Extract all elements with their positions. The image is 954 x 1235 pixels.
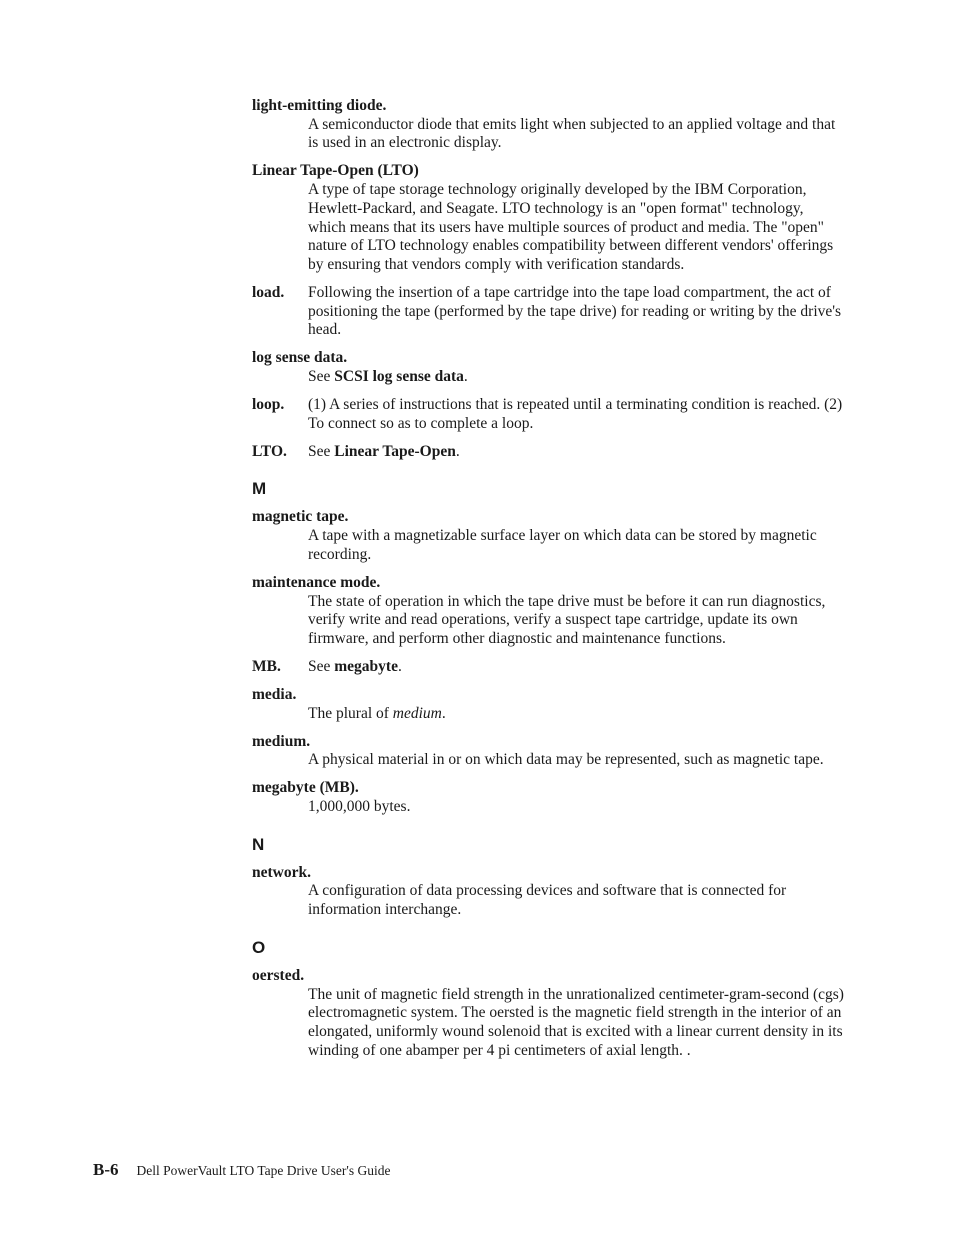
glossary-term: media. [252,685,297,703]
definition-suffix: . [463,368,468,386]
definition-prefix: See [308,368,335,386]
glossary-definition [252,443,844,462]
glossary-term: MB. [252,657,281,675]
document-title: Dell PowerVault LTO Tape Drive User's Guide [136,1163,391,1178]
glossary-entry-maintenance-mode [252,574,844,649]
cross-reference: medium [392,704,442,722]
glossary-definition: A physical material in or on which data may be represented, such as magnetic tape. [308,751,824,769]
glossary-entry-magnetic-tape [252,508,844,564]
section-heading-o: O [252,937,266,957]
cross-reference: Linear Tape-Open [334,442,456,460]
page-footer [93,1160,390,1180]
glossary-term: log sense data. [252,349,348,367]
glossary-term: light-emitting diode. [252,97,387,114]
glossary-term: oersted. [252,966,305,984]
glossary-entry-load [252,284,844,340]
glossary-definition: (1) A series of instructions that is repeated until a terminating condition is reached. (2) To connect so as to complete a loop. [308,396,843,432]
definition-prefix: See [308,657,335,675]
glossary-entry-linear-tape-open [252,162,844,274]
glossary-entry-lto [252,443,844,462]
definition-suffix: . [455,442,460,460]
glossary-entry-media [252,686,844,723]
glossary-definition: A type of tape storage technology originally developed by the IBM Corporation, Hewlett-Packard, and Seagate. LTO technology is an "open format" technology, which means that its users have multiple sources of product and media. The "open" nature of LTO technology enables compatibility between different vendors' offerings by ensuring that vendors comply with verification standards. [308,181,834,273]
definition-suffix: . [441,704,446,722]
cross-reference: SCSI log sense data [334,368,464,386]
glossary-definition [252,368,844,387]
glossary-entry-loop [252,396,844,433]
glossary-content [252,97,844,1070]
glossary-definition: A configuration of data processing devices and software that is connected for information interchange. [308,882,787,919]
section-heading-n: N [252,834,265,854]
glossary-term: LTO. [252,442,287,460]
glossary-entry-light-emitting-diode [252,97,844,153]
definition-prefix: See [308,442,335,460]
glossary-term: maintenance mode. [252,573,381,591]
glossary-term: magnetic tape. [252,508,349,526]
glossary-term: Linear Tape-Open (LTO) [252,162,419,180]
glossary-term: load. [252,283,285,301]
page-number: B-6 [93,1160,119,1179]
glossary-term: loop. [252,396,285,414]
glossary-entry-medium [252,733,844,770]
glossary-entry-network [252,864,844,920]
glossary-definition [252,705,844,724]
glossary-term: megabyte (MB). [252,779,359,797]
glossary-definition: 1,000,000 bytes. [308,798,411,816]
glossary-term: medium. [252,732,311,750]
glossary-definition [252,658,844,677]
glossary-entry-mb [252,658,844,677]
cross-reference: megabyte [334,657,398,675]
definition-suffix: . [397,657,402,675]
definition-prefix: The plural of [308,704,393,722]
glossary-term: network. [252,863,311,881]
section-heading-m: M [252,479,267,499]
glossary-definition: The state of operation in which the tape drive must be before it can run diagnostics, verify write and read operations, verify a suspect tape cartridge, update its own firmware, and perform other diagnostic and maintenance functions. [308,592,826,647]
glossary-definition: A semiconductor diode that emits light when subjected to an applied voltage and that is used in an electronic display. [308,115,836,152]
glossary-entry-megabyte [252,779,844,816]
glossary-definition: Following the insertion of a tape cartridge into the tape load compartment, the act of positioning the tape (performed by the tape drive) for reading or writing by the drive's head. [308,283,842,339]
glossary-definition: A tape with a magnetizable surface layer on which data can be stored by magnetic recording. [308,527,817,563]
glossary-entry-log-sense-data [252,349,844,386]
glossary-definition: The unit of magnetic field strength in the unrationalized centimeter-gram-second (cgs) electromagnetic system. The oersted is the magnetic field strength in the interior of an elongated, uniformly wound solenoid that is excited with a linear current density in its winding of one abamper per 4 pi centimeters of axial length. . [308,985,844,1059]
glossary-entry-oersted [252,967,844,1061]
